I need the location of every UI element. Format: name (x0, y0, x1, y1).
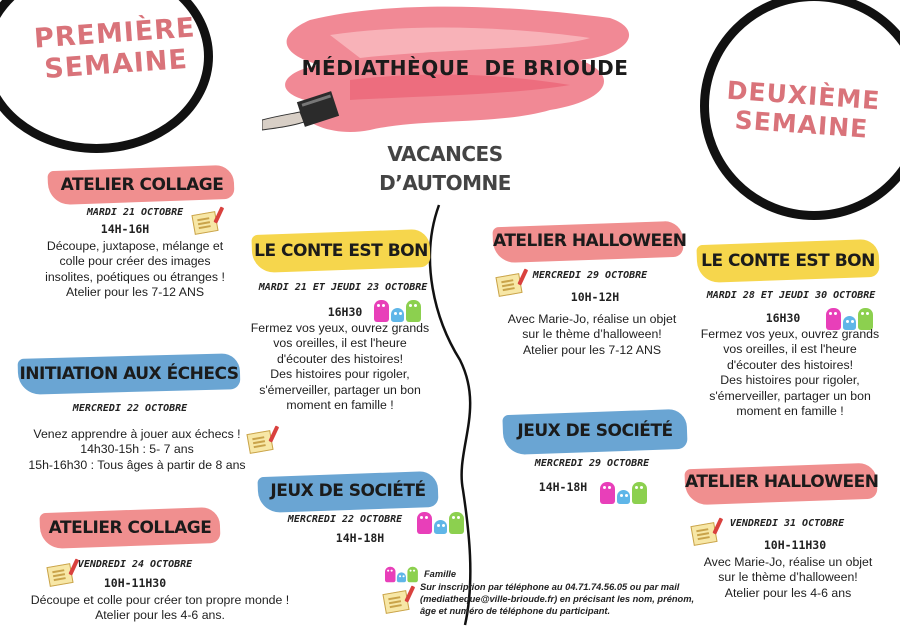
desc-line: Venez apprendre à jouer aux échecs ! (33, 427, 241, 441)
conte1-title: LE CONTE EST BON (254, 241, 428, 261)
collage2-time: 10H-11H30 (103, 576, 167, 590)
echecs-title: INITIATION AUX ÉCHECS (19, 364, 239, 384)
collage1-description (20, 239, 250, 301)
desc-line: Découpe, juxtapose, mélange et (46, 239, 224, 253)
desc-line: Avec Marie-Jo, réalise un objet (703, 555, 873, 569)
first-week-line1: PREMIÈRE (33, 12, 197, 55)
collage1-title: ATELIER COLLAGE (60, 175, 224, 195)
collage2-date: VENDREDI 24 OCTOBRE (77, 559, 193, 570)
family-icon (374, 296, 424, 322)
family-icon (417, 508, 467, 534)
desc-line: Des histoires pour rigoler, (720, 373, 860, 388)
halloween2-description (678, 555, 898, 601)
desc-line: insolites, poétiques ou étranges ! (45, 269, 225, 284)
jeux1-time: 14H-18H (335, 531, 385, 545)
collage2-title: ATELIER COLLAGE (48, 518, 212, 538)
conte2-description (690, 327, 890, 419)
desc-line: Atelier pour les 4-6 ans. (95, 608, 225, 623)
legend-signup-info (420, 581, 700, 617)
first-week-line2: SEMAINE (43, 44, 189, 85)
second-week-label (718, 76, 887, 145)
desc-line: d'écouter des histoires! (276, 351, 404, 366)
desc-line: Des histoires pour rigoler, (270, 367, 410, 382)
desc-line: s'émerveiller, partager un bon (709, 388, 871, 403)
signup-line: (mediatheque@ville-brioude.fr) en précisant les nom, prénom, (420, 594, 695, 604)
desc-line: s'émerveiller, partager un bon (259, 382, 421, 397)
book-hand-illustration (262, 82, 352, 134)
desc-line: Avec Marie-Jo, réalise un objet (507, 312, 677, 326)
desc-line: Atelier pour les 4-6 ans (724, 585, 852, 600)
desc-line: d'écouter des histoires! (726, 357, 854, 372)
desc-line: Découpe et colle pour créer ton propre monde ! (30, 593, 290, 607)
holiday-subtitle (360, 140, 530, 198)
legend-family-icon (385, 564, 420, 582)
jeux2-date: MERCREDI 29 OCTOBRE (534, 458, 650, 469)
desc-line: moment en famille ! (736, 404, 844, 419)
halloween1-time: 10H-12H (570, 290, 620, 304)
desc-line: 15h-16h30 : Tous âges à partir de 8 ans (28, 457, 246, 472)
desc-line: sur le thème d’halloween! (522, 327, 662, 342)
jeux2-title: JEUX DE SOCIÉTÉ (517, 421, 673, 441)
desc-line: Atelier pour les 7-12 ANS (65, 285, 205, 300)
center-divider-line (425, 200, 485, 630)
jeux1-title: JEUX DE SOCIÉTÉ (270, 481, 426, 501)
desc-line: 14h30-15h : 5- 7 ans (80, 442, 194, 457)
halloween2-title: ATELIER HALLOWEEN (685, 472, 879, 492)
second-week-line1: DEUXIÈME (725, 75, 882, 116)
echecs-date: MERCREDI 22 OCTOBRE (72, 403, 188, 414)
desc-line: Fermez vos yeux, ouvrez grands (700, 327, 880, 341)
collage1-time: 14H-16H (100, 222, 150, 236)
desc-line: vos oreilles, il est l'heure (273, 336, 407, 351)
family-icon (600, 478, 650, 504)
halloween2-date: VENDREDI 31 OCTOBRE (729, 518, 845, 529)
conte2-time: 16H30 (765, 311, 801, 325)
signup-line: âge et numéro de téléphone du participant. (420, 606, 611, 616)
collage2-description (15, 593, 305, 624)
desc-line: sur le thème d’halloween! (718, 570, 858, 585)
halloween2-time: 10H-11H30 (763, 538, 827, 552)
jeux1-date: MERCREDI 22 OCTOBRE (287, 514, 403, 525)
notepad-icon (690, 522, 717, 546)
halloween1-description (482, 312, 702, 358)
conte2-date: MARDI 28 ET JEUDI 30 OCTOBRE (706, 290, 876, 301)
halloween1-date: MERCREDI 29 OCTOBRE (532, 270, 648, 281)
notepad-icon (191, 211, 218, 235)
desc-line: Atelier pour les 7-12 ANS (522, 342, 662, 357)
collage1-date: MARDI 21 OCTOBRE (86, 207, 184, 218)
desc-line: Fermez vos yeux, ouvrez grands (250, 321, 430, 335)
legend-notepad-icon (382, 590, 409, 614)
desc-line: vos oreilles, il est l'heure (723, 342, 857, 357)
halloween1-title: ATELIER HALLOWEEN (493, 231, 687, 251)
first-week-label (33, 12, 197, 85)
library-title: MÉDIATHÈQUE DE BRIOUDE (301, 56, 629, 80)
signup-line: Sur inscription par téléphone au 04.71.74.56.05 ou par mail (420, 582, 680, 592)
second-week-line2: SEMAINE (733, 105, 870, 144)
conte2-title: LE CONTE EST BON (701, 251, 875, 271)
conte1-time: 16H30 (327, 305, 363, 319)
jeux2-time: 14H-18H (538, 480, 588, 494)
desc-line: colle pour créer des images (59, 254, 211, 269)
holiday-subtitle-line1: VACANCES (387, 142, 503, 166)
conte1-description (240, 321, 440, 413)
holiday-subtitle-line2: D’AUTOMNE (379, 171, 511, 195)
desc-line: moment en famille ! (286, 398, 394, 413)
conte1-date: MARDI 21 ET JEUDI 23 OCTOBRE (258, 282, 428, 293)
legend-family-label: Famille (424, 569, 457, 579)
echecs-description (12, 427, 262, 473)
